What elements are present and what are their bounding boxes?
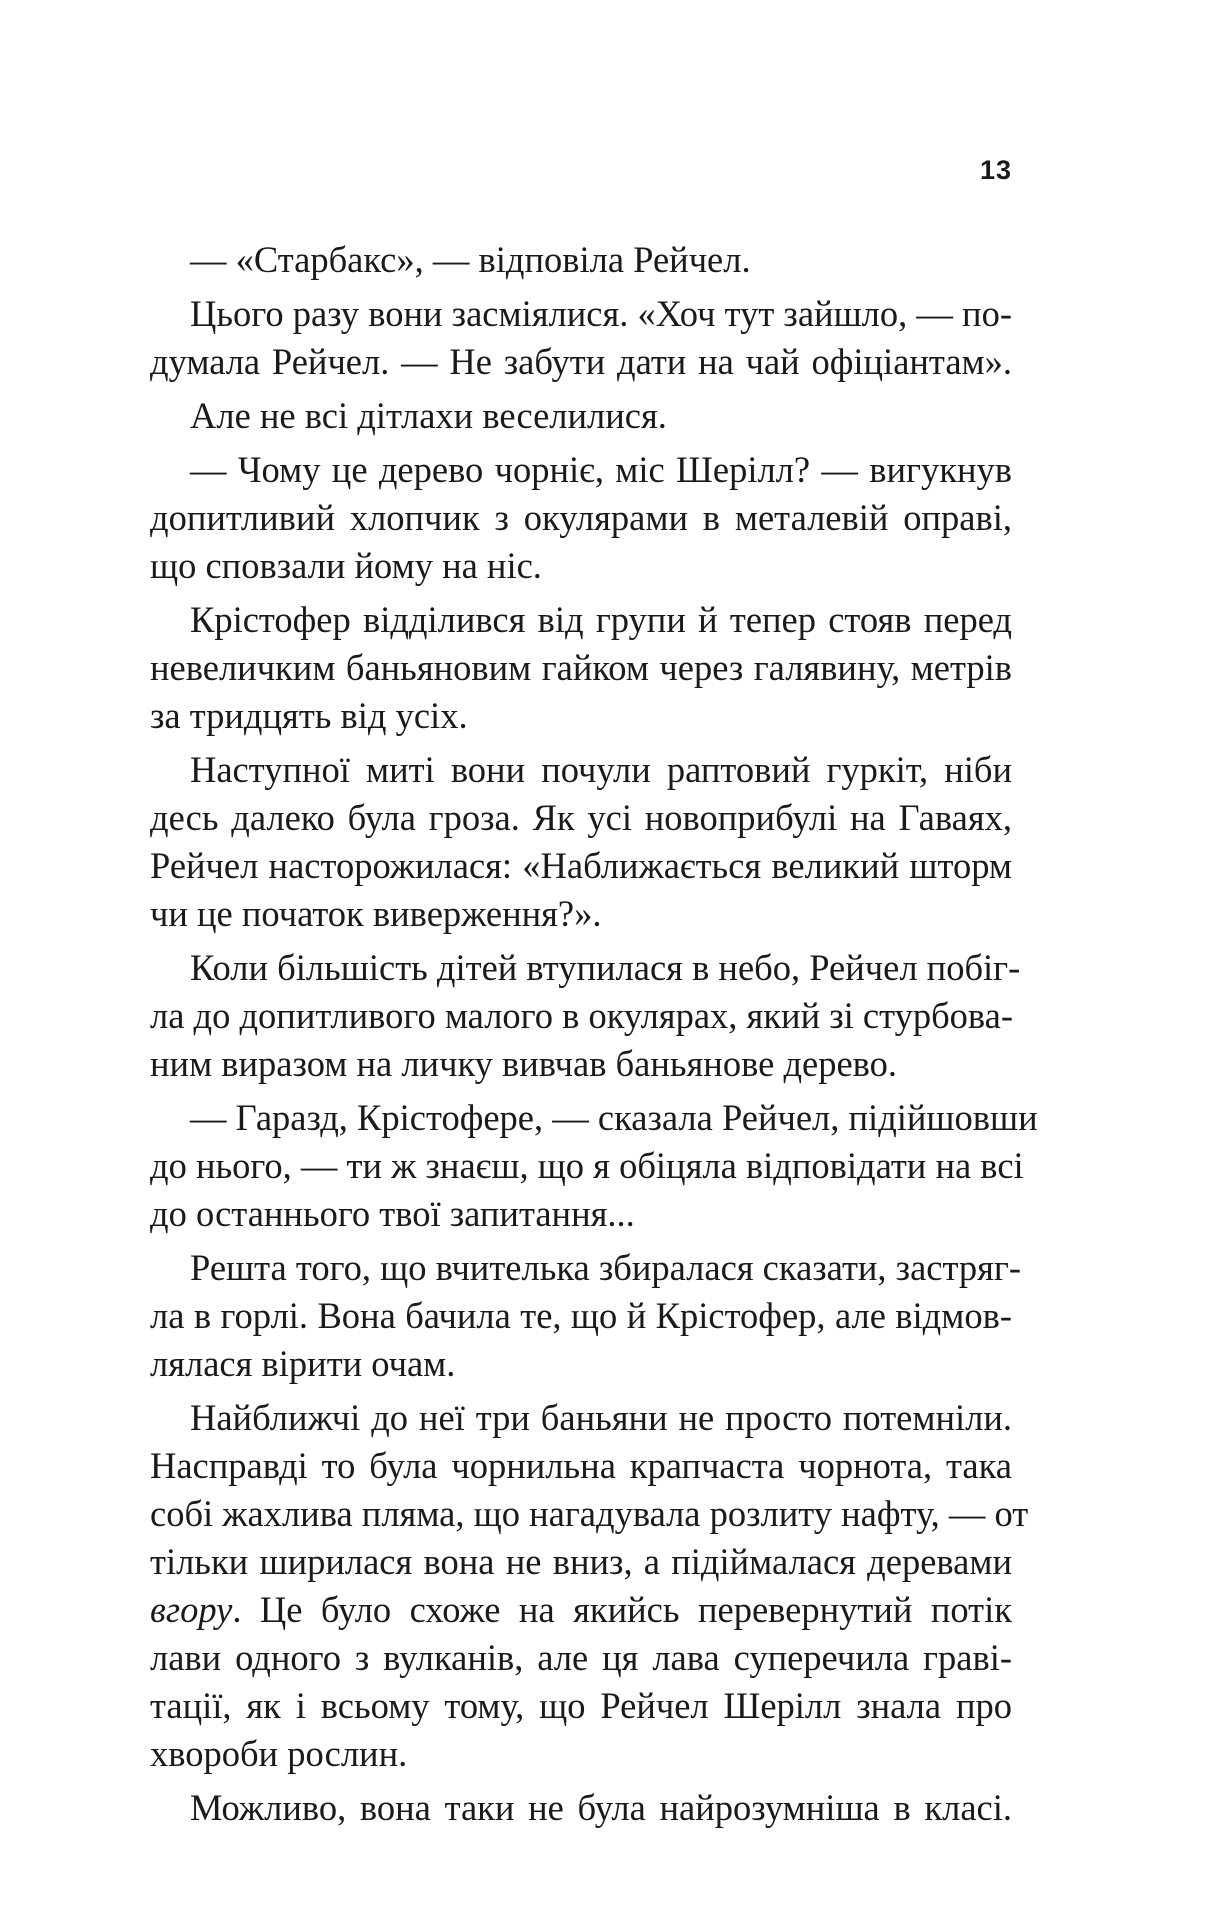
text-line: Цього разу вони засміялися. «Хоч тут зайшло, — по-	[190, 293, 1012, 334]
text-line: Але не всі дітлахи веселилися.	[190, 395, 667, 436]
text-line: тації, як і всьому тому, що Рейчел Шерілл знала про	[150, 1685, 1012, 1726]
paragraph	[150, 596, 1012, 740]
text-line: що сповзали йому на ніс.	[150, 545, 542, 586]
paragraph	[150, 236, 1012, 284]
emphasis: вгору	[150, 1589, 233, 1630]
paragraph	[150, 1094, 1038, 1238]
body-text	[150, 236, 1038, 1838]
text-line: ним виразом на личку вивчав баньянове дерево.	[150, 1043, 898, 1084]
paragraph	[150, 944, 1021, 1088]
text-line: ла до допитливого малого в окулярах, який зі стурбова-	[150, 995, 1014, 1036]
text-line: лялася вірити очам.	[150, 1343, 456, 1384]
text-line: вгору. Це було схоже на якийсь перевернутий потік	[150, 1589, 1012, 1630]
paragraph	[150, 392, 1012, 440]
page-number: 13	[979, 155, 1012, 185]
text-line: хвороби рослин.	[150, 1733, 408, 1774]
text-line: до нього, — ти ж знаєш, що я обіцяла відповідати на всі	[150, 1145, 1024, 1186]
paragraph	[150, 1244, 1022, 1388]
paragraph	[150, 290, 1012, 386]
text-line: Решта того, що вчителька збиралася сказати, застряг-	[190, 1247, 1022, 1288]
text-line: Наступної миті вони почули раптовий гуркіт, ніби	[190, 749, 1012, 790]
text-line: — Чому це дерево чорніє, міс Шерілл? — вигукнув	[190, 449, 1012, 490]
text-line: за тридцять від усіх.	[150, 695, 468, 736]
text-line: лави одного з вулканів, але ця лава суперечила граві-	[150, 1637, 1012, 1678]
text-line: Можливо, вона таки не була найрозумніша в класі.	[190, 1787, 1012, 1828]
text-line: Насправді то була чорнильна крапчаста чорнота, така	[150, 1445, 1012, 1486]
text-line: — Гаразд, Крістофере, — сказала Рейчел, підійшовши	[190, 1097, 1038, 1138]
text-line: думала Рейчел. — Не забути дати на чай офіціантам».	[150, 341, 1012, 382]
text-line: Найближчі до неї три баньяни не просто потемніли.	[190, 1397, 1012, 1438]
text-line: допитливий хлопчик з окулярами в металевій оправі,	[150, 497, 1012, 538]
paragraph	[150, 1784, 1012, 1832]
text-line: тільки ширилася вона не вниз, а підіймалася деревами	[150, 1541, 1012, 1582]
paragraph	[150, 446, 1012, 590]
text-line: ла в горлі. Вона бачила те, що й Крістофер, але відмов-	[150, 1295, 1012, 1336]
paragraph	[150, 746, 1012, 938]
text-line: — «Старбакс», — відповіла Рейчел.	[190, 239, 751, 280]
paragraph-gap	[150, 1832, 1012, 1838]
paragraph	[150, 1394, 1029, 1778]
text-line: до останнього твої запитання...	[150, 1193, 635, 1234]
text-line: Рейчел насторожилася: «Наближається великий шторм	[150, 845, 1012, 886]
text-line: невеличким баньяновим гайком через галявину, метрів	[150, 647, 1012, 688]
text-line: Коли більшість дітей втупилася в небо, Рейчел побіг-	[190, 947, 1021, 988]
text-line: собі жахлива пляма, що нагадувала розлиту нафту, — от	[150, 1493, 1029, 1534]
text-line: чи це початок виверження?».	[150, 893, 602, 934]
text-line: Крістофер відділився від групи й тепер стояв перед	[190, 599, 1012, 640]
text-line: десь далеко була гроза. Як усі новоприбулі на Гаваях,	[150, 797, 1012, 838]
